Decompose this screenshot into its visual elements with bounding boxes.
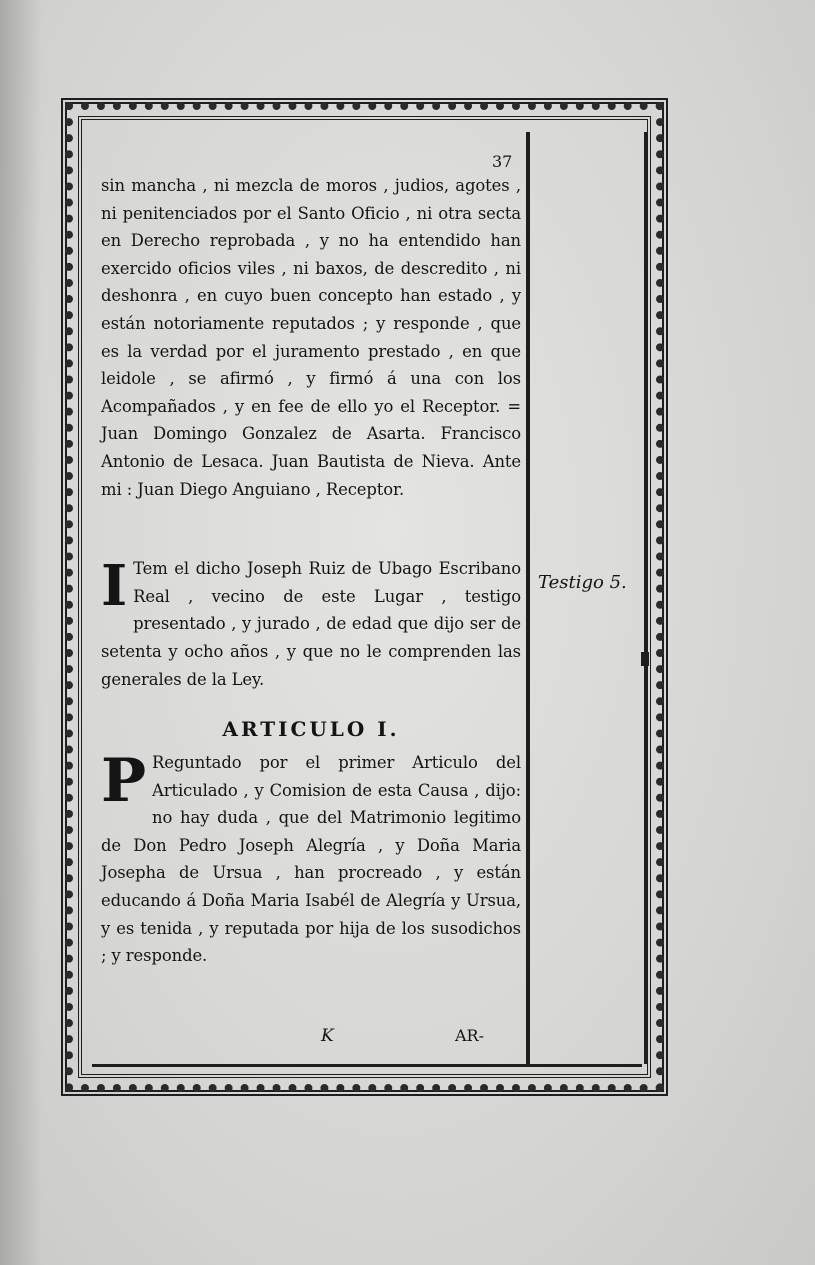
section-heading: ARTICULO I.	[222, 717, 400, 742]
bottom-rule	[92, 1064, 642, 1067]
binding-gutter-shadow	[0, 0, 42, 1265]
column-divider-rule	[526, 132, 530, 1064]
margin-column-rule	[644, 132, 647, 1064]
paragraph-testimony-close: sin mancha , ni mezcla de moros , judios, agotes , ni penitenciados por el Santo Oficio , ni otra secta en Derecho reprobada , y no ha entendido han exercido oficios viles , ni baxos, de descredito , ni deshonra , en cuyo buen concepto han estado , y están notoriamente reputados ; y responde , que es la verdad por el juramento prestado , en que leidole , se afirmó , y firmó á una con los Acompañados , y en fee de ello yo el Receptor. = Juan Domingo Gonzalez de Asarta. Francisco Antonio de Lesaca. Juan Bautista de Nieva. Ante mi : Juan Diego Anguiano , Receptor.	[101, 176, 521, 499]
paragraph-article-1	[101, 746, 521, 970]
paragraph-article-1-text: Reguntado por el primer Articulo del Articulado , y Comision de esta Causa , dijo: no hay duda , que del Matrimonio legitimo de Don Pedro Joseph Alegría , y Doña Maria Josepha de Ursua , han procreado , y están educando á Doña Maria Isabél de Alegría y Ursua, y es tenida , y reputada por hija de los susodichos ; y responde.	[101, 753, 521, 966]
main-text-column	[101, 150, 521, 970]
page-number: 37	[492, 152, 513, 171]
paragraph-witness-5-text: Tem el dicho Joseph Ruiz de Ubago Escribano Real , vecino de este Lugar , testigo presentado , y jurado , de edad que dijo ser de setenta y ocho años , y que no le comprenden las generales de la Ley.	[101, 559, 521, 689]
drop-cap-i: I	[101, 553, 128, 620]
paragraph-witness-5	[101, 555, 521, 693]
margin-note-witness: Testigo 5.	[538, 572, 627, 593]
margin-mark	[641, 652, 649, 666]
drop-cap-p: P	[101, 746, 147, 817]
catchword: AR-	[455, 1026, 485, 1045]
section-spacer	[101, 503, 521, 555]
signature-mark: K	[321, 1026, 334, 1046]
